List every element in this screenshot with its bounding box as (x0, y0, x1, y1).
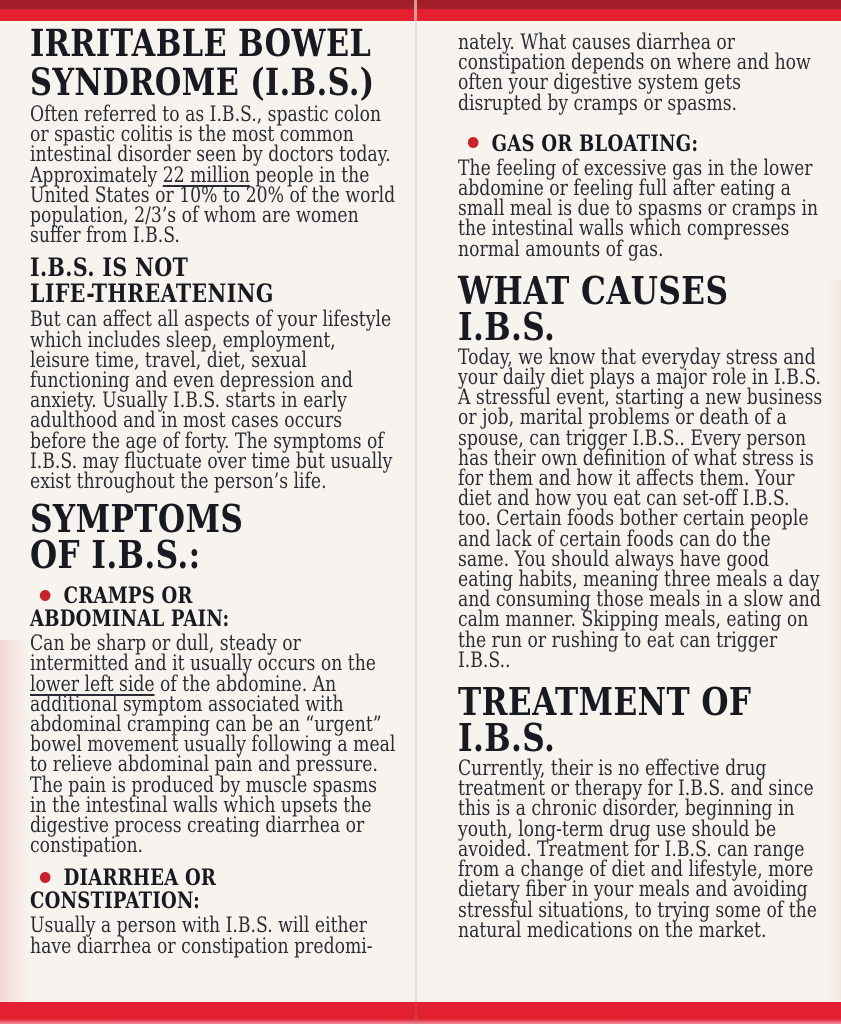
symptoms-heading-line2: OF I.B.S.: (30, 532, 201, 578)
symptoms-heading-line1: SYMPTOMS (30, 496, 244, 542)
right-column (458, 0, 825, 940)
causes-paragraph: Today, we know that everyday stress and your daily diet plays a major role in I.B.S. A stressful event, starting a new business or job, marital problems or death of a spouse, can trigger I.B.S.. Every person has their own definition of what stress is for them and how it affects them. Your diet and how you eat can set-off I.B.S. too. Certain foods bother certain people and lack of certain foods can do the same. You should always have good eating habits, meaning three meals a day and consuming those meals in a slow and calm manner. Skipping meals, eating on the run or rushing to eat can trigger I.B.S.. (458, 344, 823, 672)
bullet-dot-icon (40, 872, 51, 883)
treatment-heading (458, 679, 825, 761)
diarrhea-paragraph: Usually a person with I.B.S. will either have diarrhea or constipation predomi- (30, 913, 373, 958)
top-red-band (0, 0, 841, 21)
gas-label-line1: GAS OR BLOATING: (491, 130, 699, 157)
scan-blush-right (825, 280, 841, 1000)
intro-text-pre: Often referred to as I.B.S., spastic colon or spastic colitis is the most common intestinal disorder seen by doctors today. Approximately (30, 102, 391, 187)
not-life-threatening-heading-line2: LIFE-THREATENING (30, 279, 274, 309)
bullet-dot-icon (40, 590, 51, 601)
not-life-threatening-paragraph: But can affect all aspects of your lifestyle which includes sleep, employment, leisure time, travel, diet, sexual functioning and even depression and anxiety. Usually I.B.S. starts in early adulthood and in most cases occurs before the age of forty. The symptoms of I.B.S. may fluctuate over time but usually exist throughout the person’s life. (30, 307, 393, 494)
diarrhea-bullet-heading (30, 867, 397, 913)
gas-paragraph: The feeling of excessive gas in the lower abdomine or feeling full after eating a small meal is due to spasms or cramps in the intestinal walls which compresses normal amounts of gas. (458, 155, 819, 261)
ibs-title-line1: IRRITABLE BOWEL (30, 21, 372, 65)
bullet-dot-icon (468, 137, 479, 148)
cramps-bullet-line1 (30, 585, 397, 608)
cramps-label-line1: CRAMPS OR (63, 583, 193, 610)
left-column (30, 0, 397, 956)
intro-underlined-phrase: 22 million (162, 162, 250, 187)
bottom-red-band (0, 1002, 841, 1024)
not-life-threatening-heading-line1: I.B.S. IS NOT (30, 253, 189, 283)
diarrhea-bullet-line1 (30, 867, 397, 890)
fold-crease-highlight (414, 0, 417, 21)
ibs-title (30, 21, 397, 104)
gas-bullet-line1 (458, 130, 825, 157)
treatment-paragraph: Currently, their is no effective drug treatment or therapy for I.B.S. and since this is a chronic disorder, beginning in youth, long-term drug use should be avoided. Treatment for I.B.S. can range from a change of diet and lifestyle, more dietary fiber in your meals and avoiding stressful situations, to trying some of the natural medications on the market. (458, 756, 817, 942)
causes-heading (458, 267, 825, 349)
cramps-paragraph (30, 631, 397, 858)
scan-blush-left (0, 640, 30, 1010)
not-life-threatening-heading (30, 255, 397, 307)
treatment-heading-line2: I.B.S. (458, 715, 556, 761)
fold-crease-line (415, 0, 417, 1024)
diarrhea-continued-paragraph: nately. What causes diarrhea or constipation depends on where and how often your digestive system gets disrupted by cramps or spasms. (458, 30, 811, 115)
cramps-text-post: of the abdomine. An additional symptom associated with abdominal cramping can be an “urgent” bowel movement usually following a meal to relieve abdominal pain and pressure. The pain is produced by muscle spasms in the intestinal walls which upsets the digestive process creating diarrhea or constipation. (30, 671, 396, 858)
diarrhea-label-line1: DIARRHEA OR (63, 865, 217, 892)
cramps-label-line2: ABDOMINAL PAIN: (30, 606, 230, 633)
cramps-underlined-phrase: lower left side (30, 671, 155, 696)
cramps-text-pre: Can be sharp or dull, steady or intermitted and it usually occurs on the (30, 631, 376, 676)
causes-heading-line1: WHAT CAUSES (458, 267, 729, 313)
intro-paragraph (30, 102, 397, 248)
gas-bullet-heading (458, 130, 825, 157)
intro-text-post: people in the United States or 10% to 20% of the world population, 2/3’s of whom are women suffer from I.B.S. (30, 162, 396, 248)
symptoms-heading (30, 496, 397, 578)
treatment-heading-line1: TREATMENT OF (458, 679, 752, 725)
cramps-bullet-heading (30, 585, 397, 631)
ibs-title-line2: SYNDROME (I.B.S.) (30, 60, 375, 104)
diarrhea-label-line2: CONSTIPATION: (30, 888, 201, 915)
causes-heading-line2: I.B.S. (458, 303, 556, 349)
